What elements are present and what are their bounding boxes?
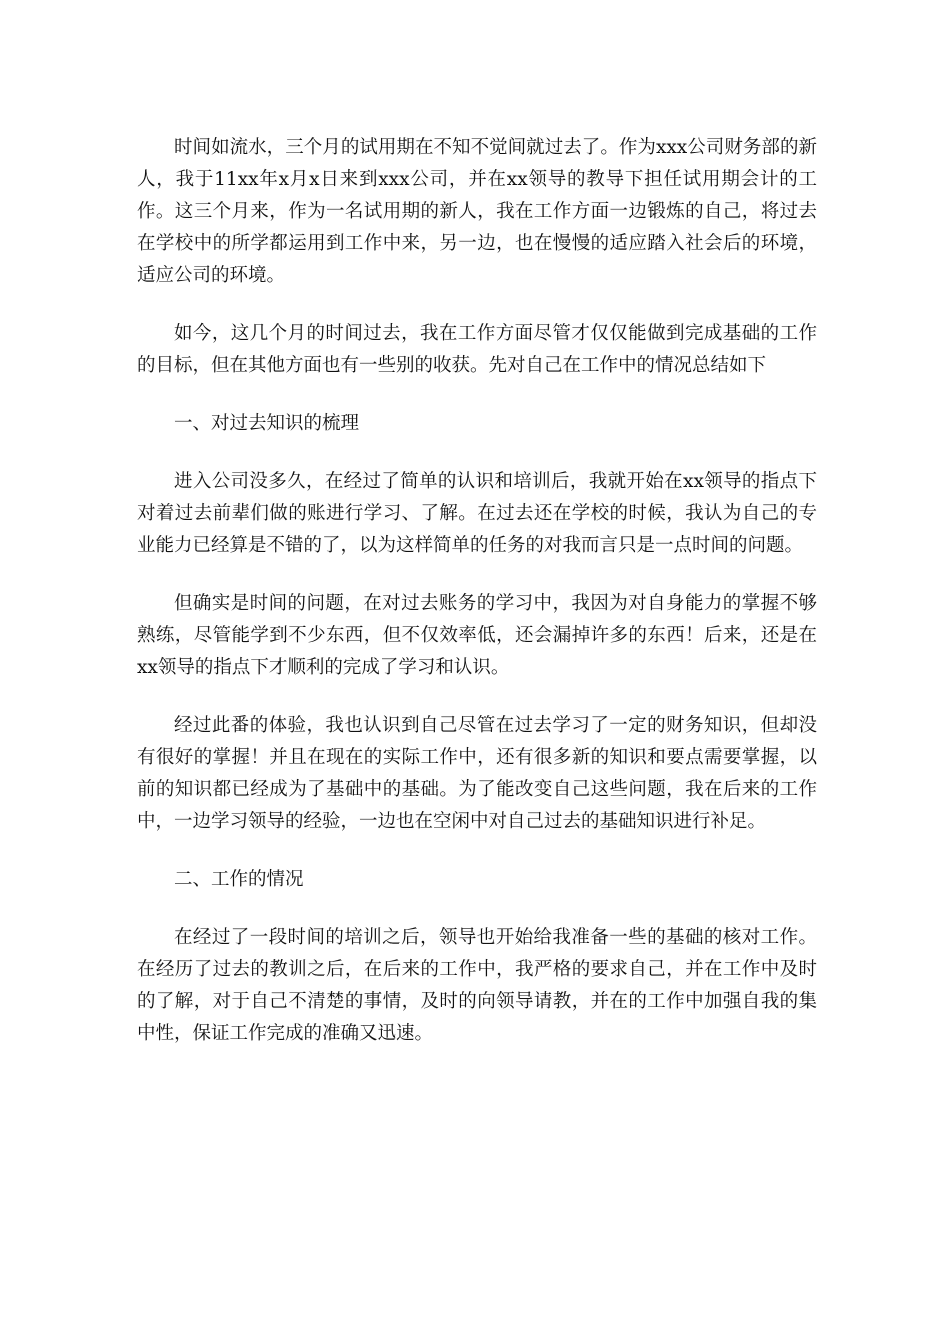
paragraph-work-1: 在经过了一段时间的培训之后，领导也开始给我准备一些的基础的核对工作。在经历了过去的教训之后，在后来的工作中，我严格的要求自己，并在工作中及时的了解，对于自己不清楚的事情，及时的向领导请教，并在的工作中加强自我的集中性，保证工作完成的准确又迅速。 — [137, 927, 817, 1044]
paragraph-summary: 如今，这几个月的时间过去，我在工作方面尽管才仅仅能做到完成基础的工作的目标，但在其他方面也有一些别的收获。先对自己在工作中的情况总结如下 — [137, 323, 817, 376]
paragraph-knowledge-1: 进入公司没多久，在经过了简单的认识和培训后，我就开始在xx领导的指点下对着过去前辈们做的账进行学习、了解。在过去还在学校的时候，我认为自己的专业能力已经算是不错的了，以为这样简单的任务的对我而言只是一点时间的问题。 — [137, 471, 817, 556]
section-heading-work: 二、工作的情况 — [174, 869, 304, 890]
document-body — [137, 132, 817, 1076]
section-heading-knowledge: 一、对过去知识的梳理 — [174, 413, 360, 434]
paragraph-knowledge-3: 经过此番的体验，我也认识到自己尽管在过去学习了一定的财务知识，但却没有很好的掌握！并且在现在的实际工作中，还有很多新的知识和要点需要掌握，以前的知识都已经成为了基础中的基础。为了能改变自己这些问题，我在后来的工作中，一边学习领导的经验，一边也在空闲中对自己过去的基础知识进行补足。 — [137, 715, 817, 832]
paragraph-knowledge-2: 但确实是时间的问题，在对过去账务的学习中，我因为对自身能力的掌握不够熟练，尽管能学到不少东西，但不仅效率低，还会漏掉许多的东西！后来，还是在xx领导的指点下才顺利的完成了学习和认识。 — [137, 593, 817, 678]
paragraph-intro: 时间如流水，三个月的试用期在不知不觉间就过去了。作为xxx公司财务部的新人，我于11xx年x月x日来到xxx公司，并在xx领导的教导下担任试用期会计的工作。这三个月来，作为一名试用期的新人，我在工作方面一边锻炼的自己，将过去在学校中的所学都运用到工作中来，另一边，也在慢慢的适应踏入社会后的环境，适应公司的环境。 — [137, 137, 817, 286]
